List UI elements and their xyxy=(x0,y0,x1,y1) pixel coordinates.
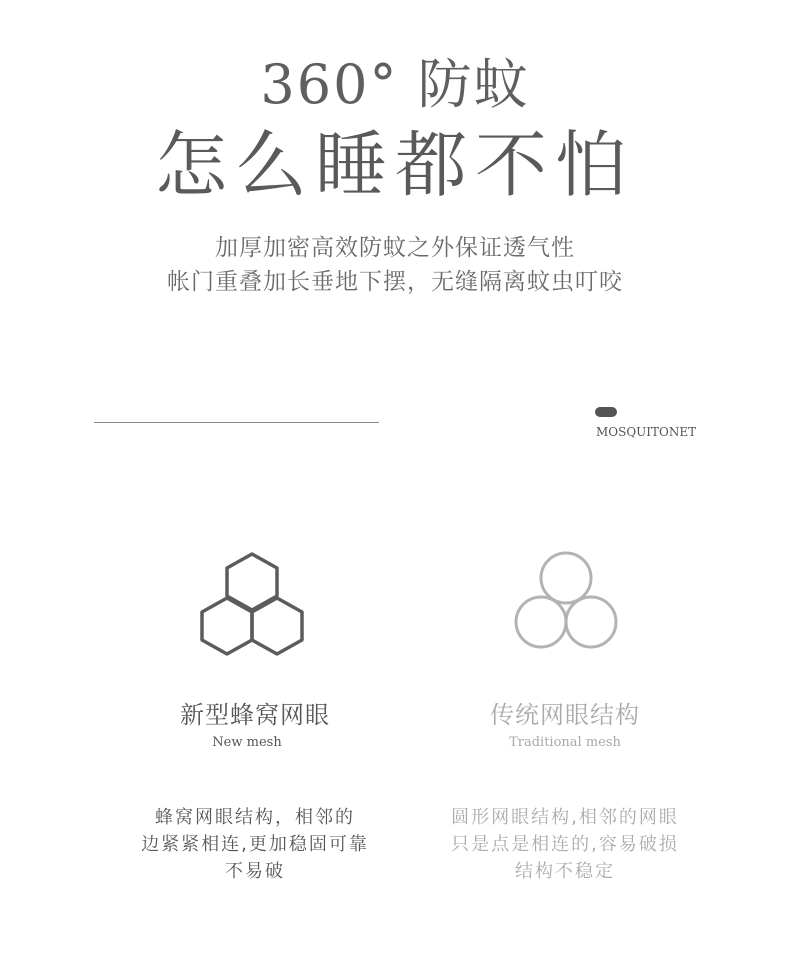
headline-360-anti-mosquito: 360° 防蚊 xyxy=(260,53,530,116)
new-mesh-title: 新型蜂窝网眼 xyxy=(180,701,330,729)
brand-pill-mark xyxy=(595,407,617,417)
traditional-mesh-desc-line-2: 只是点是相连的,容易破损 xyxy=(451,834,679,855)
subtitle-line-1: 加厚加密高效防蚊之外保证透气性 xyxy=(215,235,575,261)
honeycomb-hexagon-icon xyxy=(195,548,310,660)
traditional-mesh-subtitle: Traditional mesh xyxy=(509,735,621,750)
round-mesh-circles-icon xyxy=(510,550,622,652)
divider-line xyxy=(94,422,379,423)
subtitle-line-2: 帐门重叠加长垂地下摆，无缝隔离蚊虫叮咬 xyxy=(167,269,623,295)
traditional-mesh-title: 传统网眼结构 xyxy=(490,701,640,729)
new-mesh-desc-line-3: 不易破 xyxy=(225,861,285,882)
traditional-mesh-desc-line-1: 圆形网眼结构,相邻的网眼 xyxy=(451,807,679,828)
headline-sleep-without-fear: 怎么睡都不怕 xyxy=(154,123,635,207)
brand-name: MOSQUITONET xyxy=(596,425,697,439)
new-mesh-subtitle: New mesh xyxy=(212,735,282,750)
traditional-mesh-desc-line-3: 结构不稳定 xyxy=(515,861,615,882)
new-mesh-desc-line-1: 蜂窝网眼结构，相邻的 xyxy=(155,807,355,828)
new-mesh-desc-line-2: 边紧紧相连,更加稳固可靠 xyxy=(141,834,369,855)
